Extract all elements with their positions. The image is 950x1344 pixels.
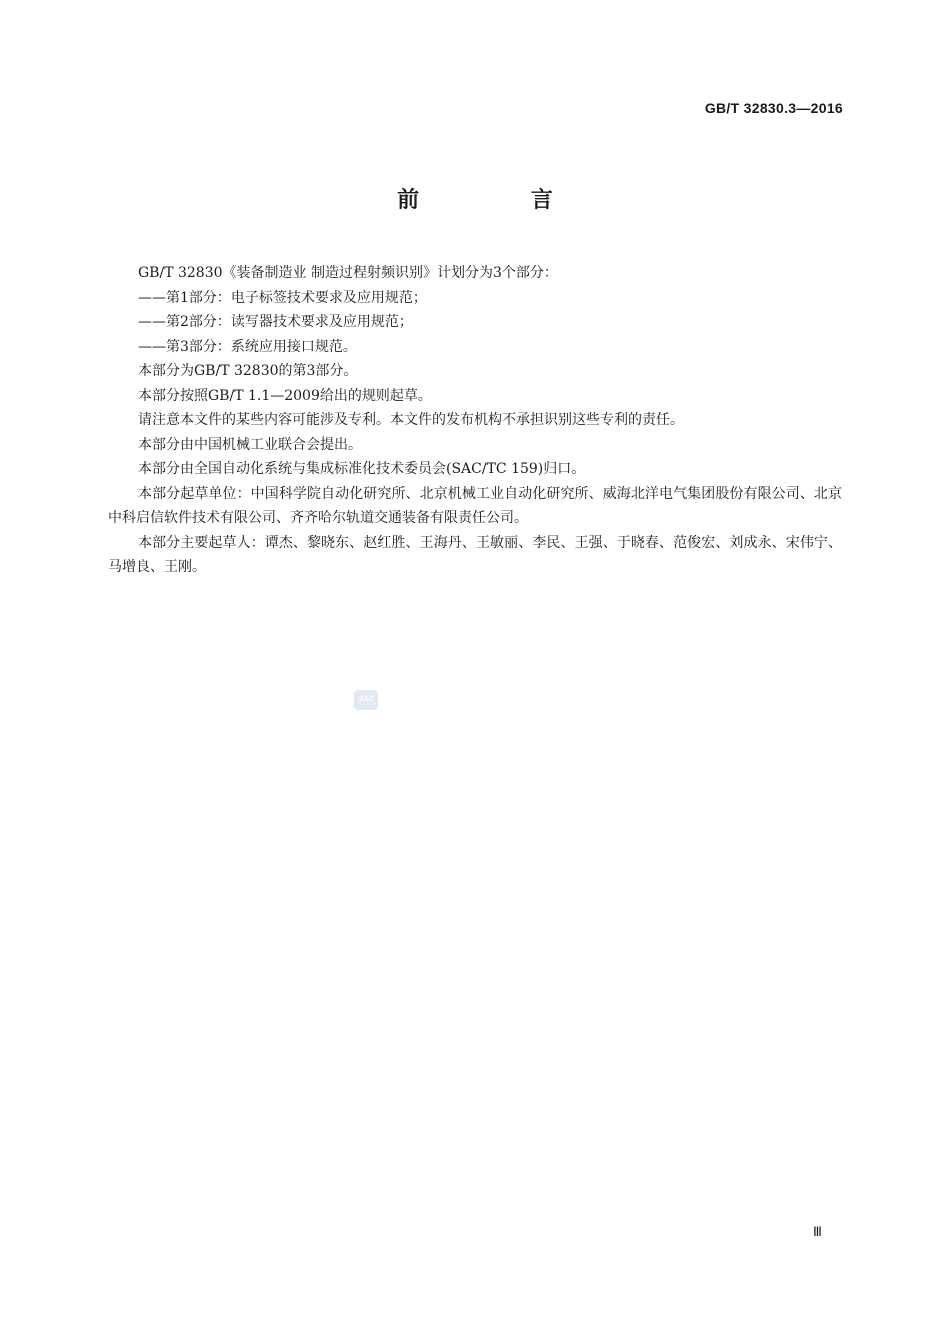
sac-watermark-logo: SAC [354,690,378,710]
paragraph-this-part: 本部分为GB/T 32830的第3部分。 [138,363,358,379]
paragraph-parts-plan: GB/T 32830《装备制造业 制造过程射频识别》计划分为3个部分： [138,265,558,281]
list-item-part-1: ——第1部分：电子标签技术要求及应用规范； [138,289,427,306]
paragraph-proposed-by: 本部分由中国机械工业联合会提出。 [138,436,362,453]
foreword-body [108,261,842,580]
list-item-part-2: ——第2部分：读写器技术要求及应用规范； [138,314,413,330]
paragraph-patent-notice: 请注意本文件的某些内容可能涉及专利。本文件的发布机构不承担识别这些专利的责任。 [138,412,684,428]
standard-code: GB/T 32830.3—2016 [704,100,843,116]
list-item-part-3: ——第3部分：系统应用接口规范。 [138,338,357,355]
page-title: 前 言 [397,188,605,213]
paragraph-drafting-units: 本部分起草单位：中国科学院自动化研究所、北京机械工业自动化研究所、威海北洋电气集团股份有限公司、北京中科启信软件技术有限公司、齐齐哈尔轨道交通装备有限责任公司。 [108,485,842,526]
paragraph-centralized-by: 本部分由全国自动化系统与集成标准化技术委员会(SAC/TC 159)归口。 [138,461,586,477]
paragraph-drafting-rules: 本部分按照GB/T 1.1—2009给出的规则起草。 [138,387,432,404]
paragraph-drafters: 本部分主要起草人：谭杰、黎晓东、赵红胜、王海丹、王敏丽、李民、王强、于晓春、范俊宏、刘成永、宋伟宁、马增良、王刚。 [108,534,842,575]
page-number: Ⅲ [813,1224,822,1239]
